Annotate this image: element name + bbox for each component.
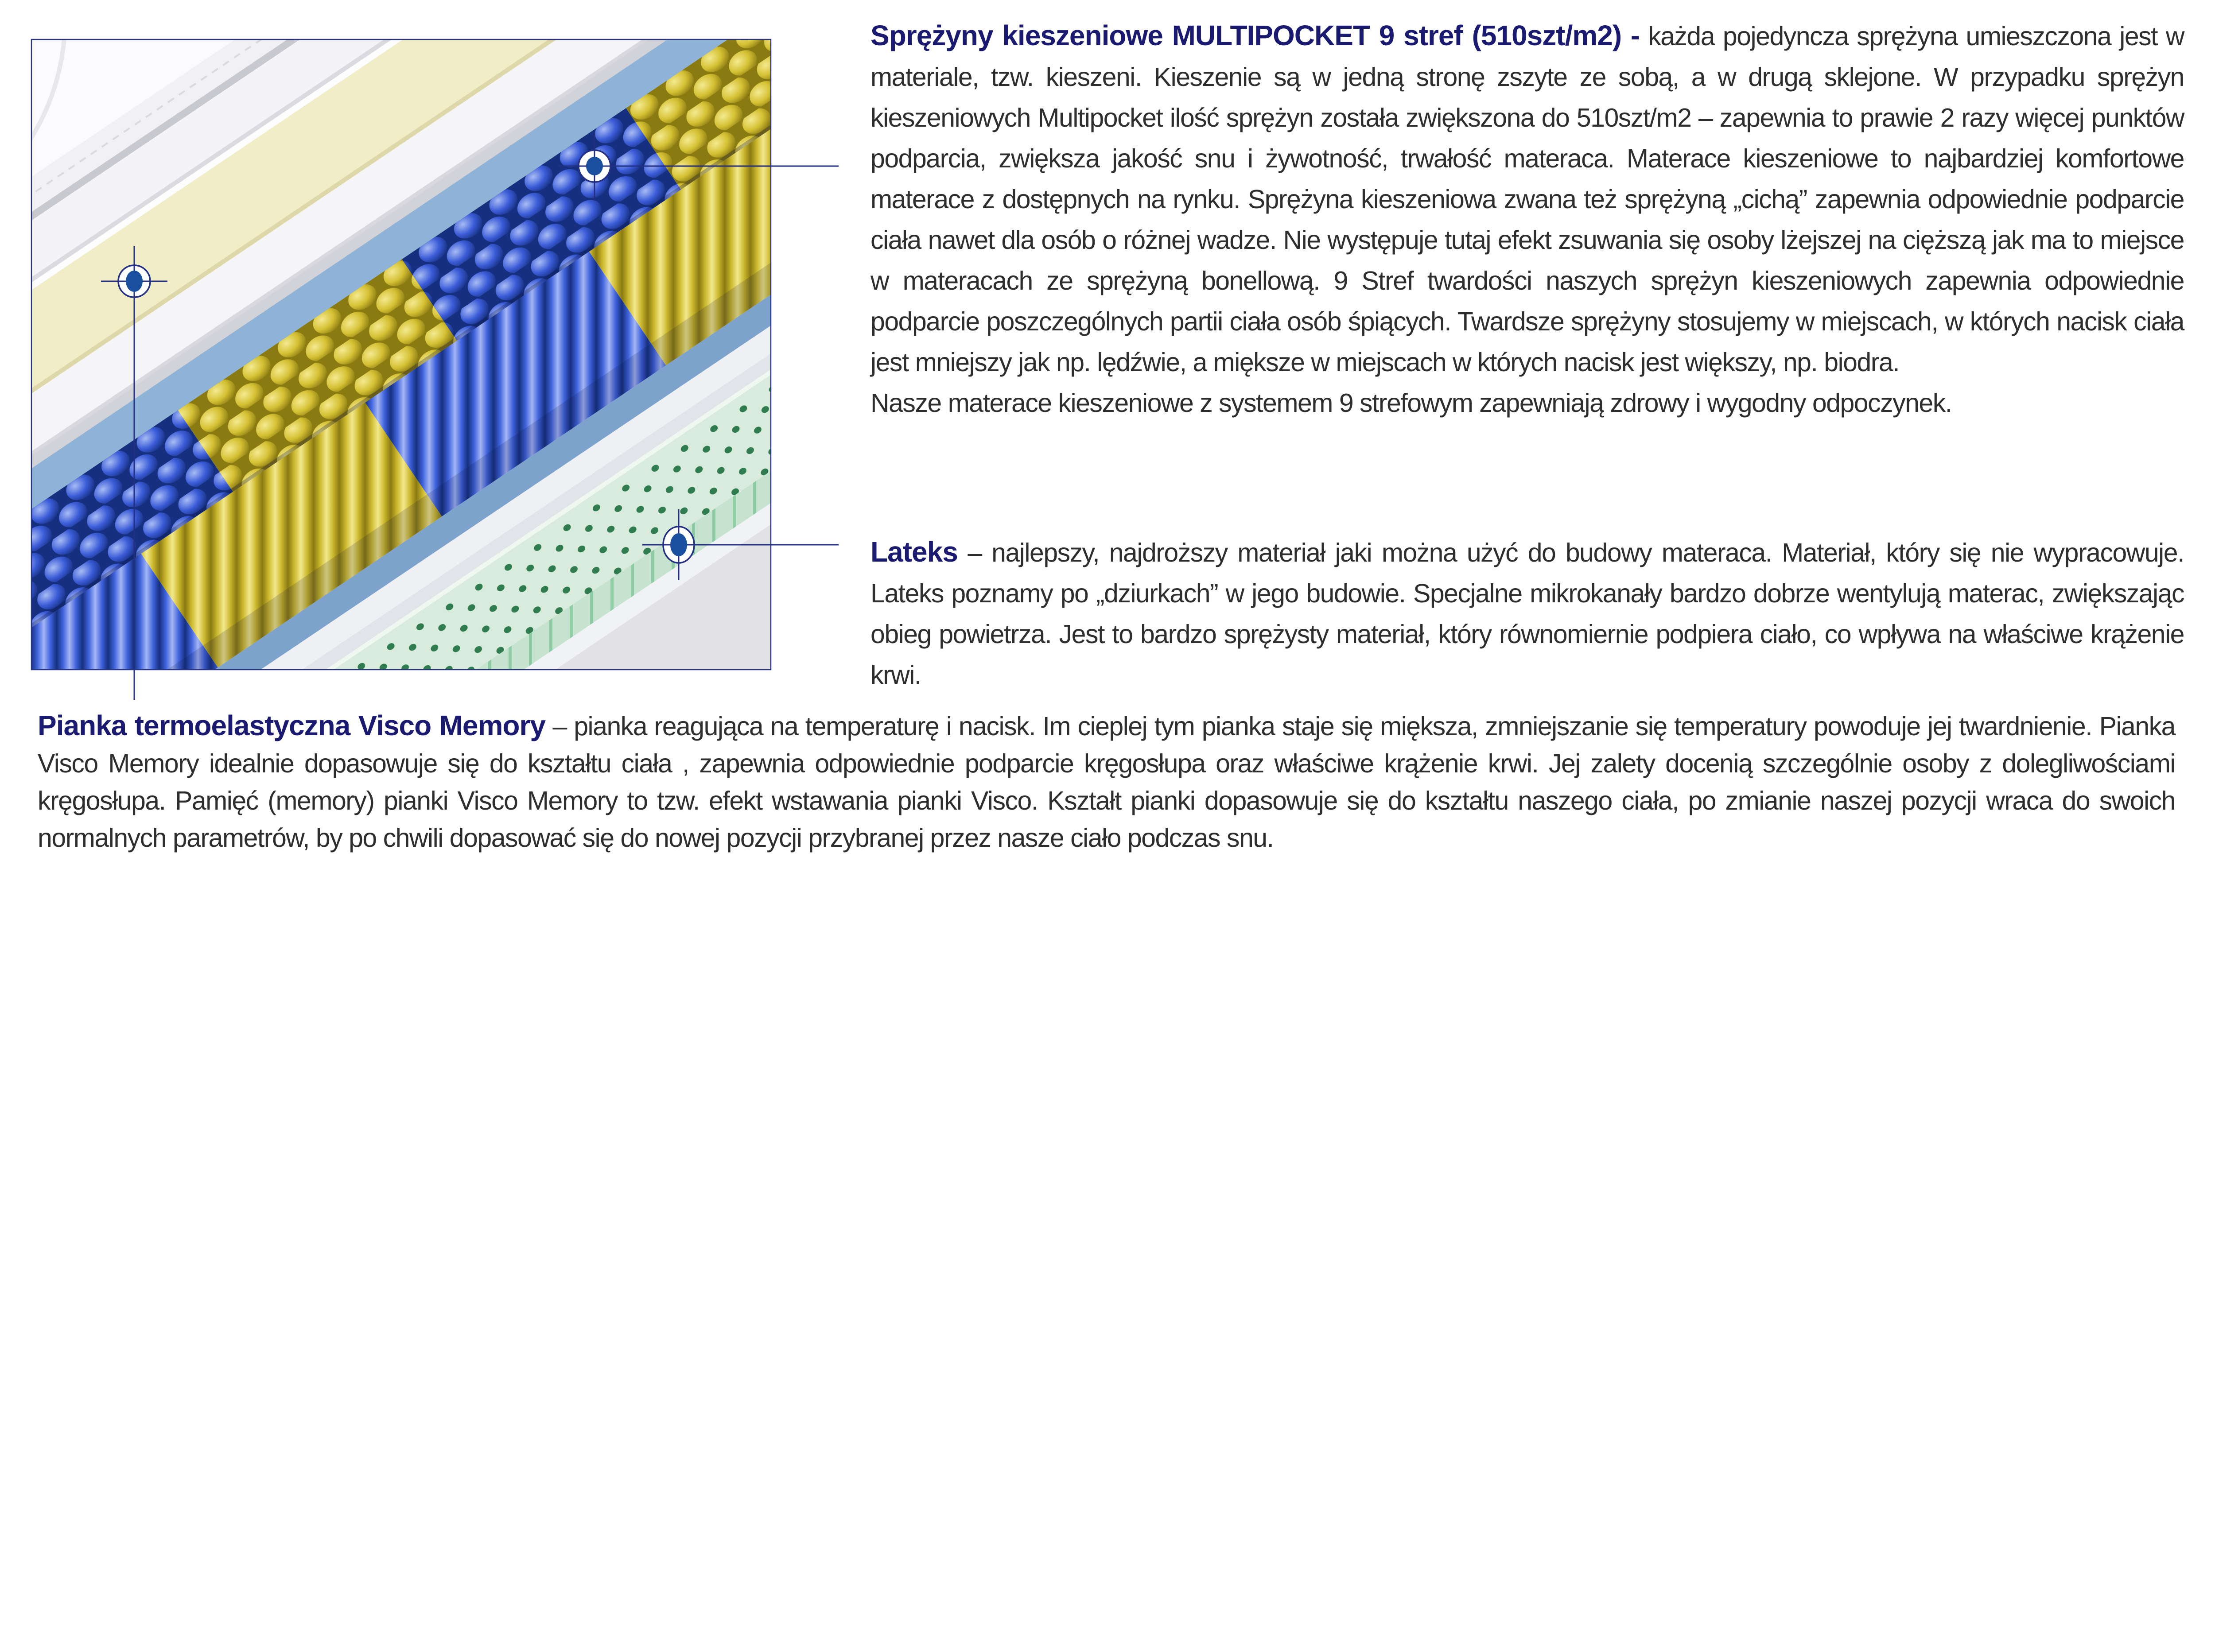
springs-body: każda pojedyncza sprężyna umieszczona jest w materiale, tzw. kieszeni. Kieszenie są w jedną stronę zszyte ze sobą, a w drugą sklejone. W przypadku sprężyn kieszeniowych Multipocket ilość sprężyn została zwiększona do 510szt/m2 – zapewnia to prawie 2 razy więcej punktów podparcia, zwiększa jakość snu i żywotność, trwałość materaca. Materace kieszeniowe to najbardziej komfortowe materace z dostępnych na rynku. Sprężyna kieszeniowa zwana też sprężyną „cichą” zapewnia odpowiednie podparcie ciała nawet dla osób o różnej wadze. Nie występuje tutaj efekt zsuwania się osoby lżejszej na cięższą jak ma to miejsce w materacach ze sprężyną bonellową. 9 Stref twardości naszych sprężyn kieszeniowych zapewnia odpowiednie podparcie poszczególnych partii ciała osób śpiących. Twardsze sprężyny stosujemy w miejscach, w których nacisk ciała jest mniejszy jak np. lędźwie, a miększe w miejscach w których nacisk jest większy, np. biodra. bbox=[870, 22, 2184, 377]
section-springs bbox=[870, 15, 2184, 423]
section-visco bbox=[38, 707, 2175, 857]
springs-footer: Nasze materace kieszeniowe z systemem 9 strefowym zapewniają zdrowy i wygodny odpoczynek. bbox=[870, 388, 1952, 418]
section-latex bbox=[870, 531, 2184, 695]
visco-heading: Pianka termoelastyczna Visco Memory bbox=[38, 710, 545, 741]
latex-body: – najlepszy, najdroższy materiał jaki można użyć do budowy materaca. Materiał, który się nie wypracowuje. Lateks poznamy po „dziurkach” w jego budowie. Specjalne mikrokanały bardzo dobrze wentylują materac, zwiększając obieg powietrza. Jest to bardzo sprężysty materiał, który równomiernie podpiera ciało, co wpływa na właściwe krążenie krwi. bbox=[870, 538, 2184, 690]
visco-body: – pianka reagująca na temperaturę i nacisk. Im cieplej tym pianka staje się miększa, zmniejszanie się temperatury powoduje jej twardnienie. Pianka Visco Memory idealnie dopasowuje się do kształtu ciała , zapewnia odpowiednie podparcie kręgosłupa oraz właściwe krążenie krwi. Jej zalety docenią szczególnie osoby z dolegliwościami kręgosłupa. Pamięć (memory) pianki Visco Memory to tzw. efekt wstawania pianki Visco. Kształt pianki dopasowuje się do kształtu naszego ciała, po zmianie naszej pozycji wraca do swoich normalnych parametrów, by po chwili dopasować się do nowej pozycji przybranej przez nasze ciało podczas snu. bbox=[38, 712, 2175, 853]
mattress-figure bbox=[0, 0, 842, 717]
latex-heading: Lateks bbox=[870, 536, 958, 568]
springs-heading: Sprężyny kieszeniowe MULTIPOCKET 9 stref (510szt/m2) - bbox=[870, 19, 1640, 51]
